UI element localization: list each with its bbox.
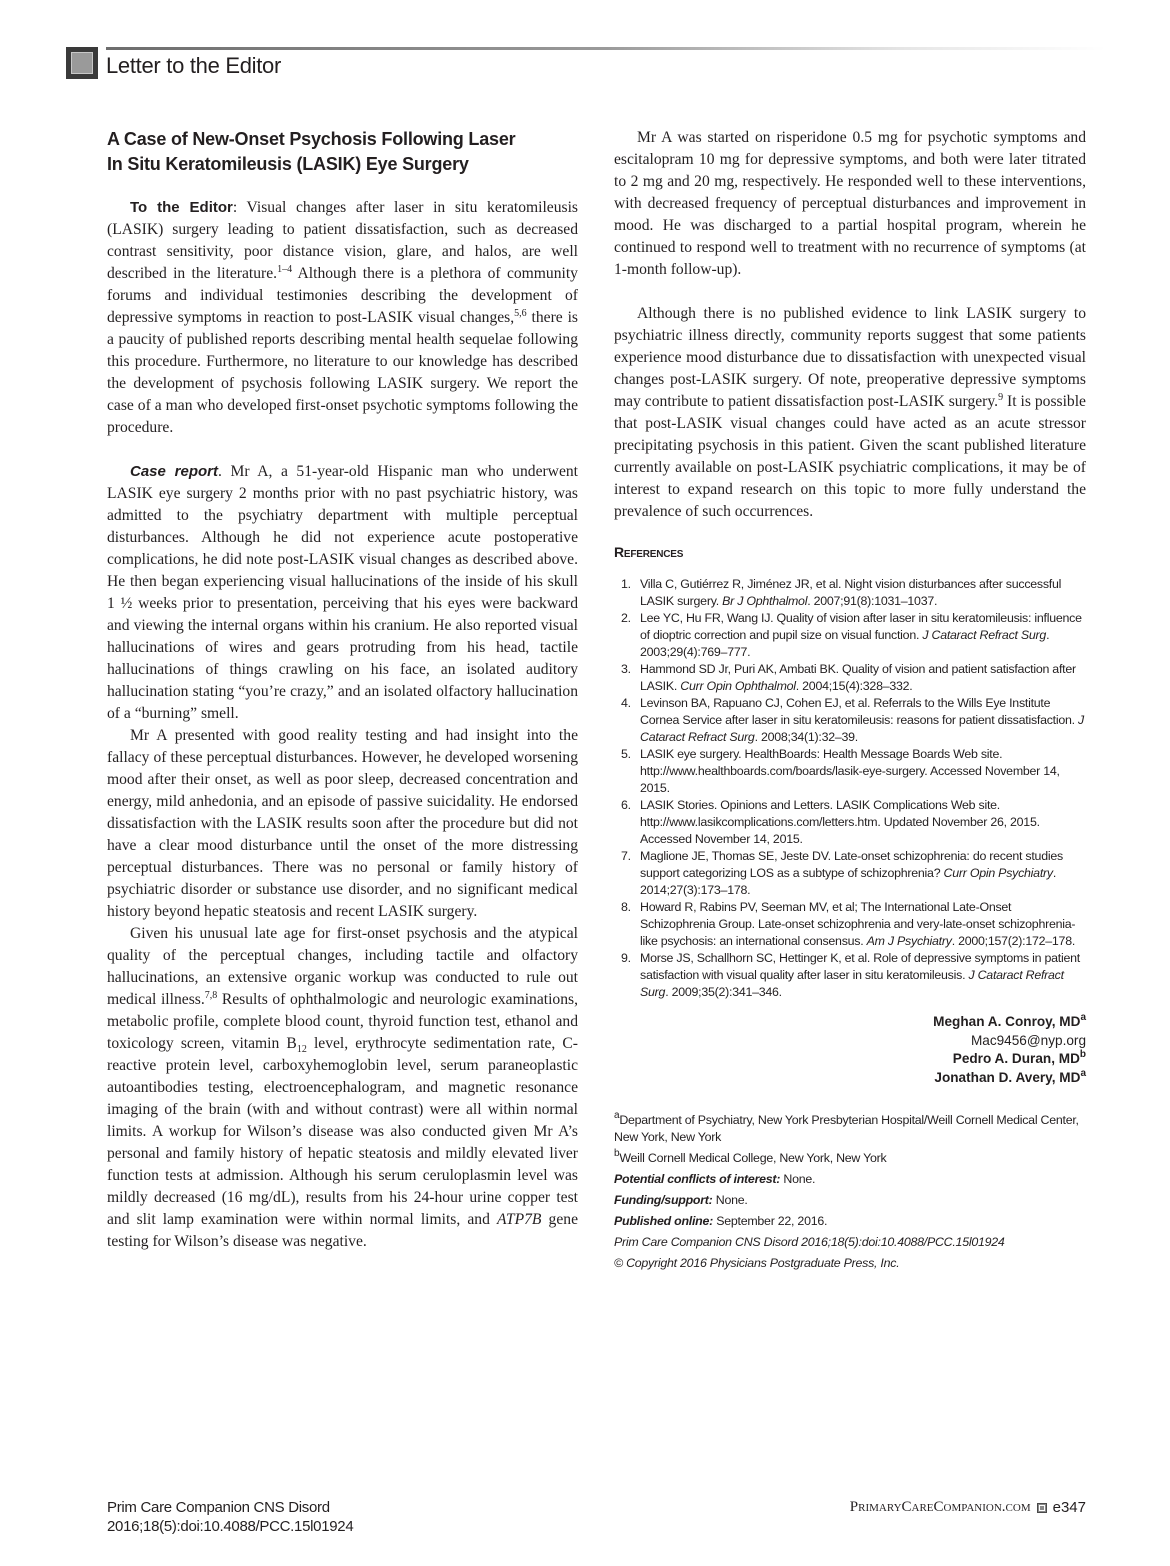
reference-item: 4. Levinson BA, Rapuano CJ, Cohen EJ, et al. Referrals to the Wills Eye Institute Cornea Service after laser in situ keratomileusis: reasons for patient dissatisfaction. J Cataract Refract Surg. 2008;34(1):32–39. [621,696,1084,744]
author-block [614,1013,1086,1087]
affiliation-b: $^b$Weill Cornell Medical College, New York, New York [614,1148,887,1165]
footer-journal [107,1498,353,1536]
reference-item: 5. LASIK eye surgery. HealthBoards: Health Message Boards Web site. http://www.healthboards.com/boards/lasik-eye-surgery. Accessed November 14, 2015. [621,747,1060,795]
footer-square-icon [1037,1503,1047,1513]
author-name: Meghan A. Conroy, $MD^a$ [933,1012,1086,1029]
reference-item: 7. Maglione JE, Thomas SE, Jeste DV. Late-onset schizophrenia: do recent studies support categorizing LOS as a subtype of schizophrenia? Curr Opin Psychiatry. 2014;27(3):173–178. [621,849,1063,897]
citation-sup: 1–4 [277,264,293,275]
footer-site-link[interactable]: PrimaryCareCompanion.com [849,1499,1031,1515]
section-title: Letter to the Editor [106,53,281,78]
intro-leadin: To the Editor [130,199,233,216]
citation-sup: 9 [998,392,1004,403]
article-title-line1: A Case of New-Onset Psychosis Following Laser [107,129,516,149]
footer-journal-line1: Prim Care Companion CNS Disord [107,1499,330,1516]
affiliation-a: $^a$Department of Psychiatry, New York Presbyterian Hospital/Weill Cornell Medical Center, New York, New York [614,1110,1079,1144]
affiliations-block [614,1112,1086,1272]
page-number: e347 [1052,1499,1086,1516]
footer-journal-line2: 2016;18(5):doi:10.4088/PCC.15l01924 [107,1518,354,1535]
section-square-inner [71,52,93,74]
author-name: Jonathan D. Avery, $MD^a$ [934,1067,1086,1085]
citation-sup: 5,6 [514,308,527,319]
conflicts-statement: Potential conflicts of interest: None. [614,1172,816,1186]
article-title-line2: In Situ Keratomileusis (LASIK) Eye Surgery [107,154,469,174]
reference-item: 1. Villa C, Gutiérrez R, Jiménez JR, et al. Night vision disturbances after successful LASIK surgery. Br J Ophthalmol. 2007;91(8):1031–1037. [621,577,1062,608]
intro-paragraph: To the Editor: Visual changes after laser in situ keratomileusis (LASIK) surgery leading to patient dissatisfaction, such as decreased contrast sensitivity, poor distance vision, glare, and halos, are well described in the literature.$^{1-4}$ Although there is a plethora of community forums and individual testimonies describing the development of depressive symptoms in reaction to post-LASIK visual changes,$^{5,6}$ there is a paucity of published reports describing mental health sequelae following this procedure. Furthermore, no literature to our knowledge has described the development of psychosis following LASIK surgery. We report the case of a man who developed first-onset psychotic symptoms following the procedure. [107,199,578,436]
presentation-paragraph: Mr A presented with good reality testing and had insight into the fallacy of these perceptual disturbances. However, he developed worsening mood after their onset, as well as poor sleep, decreased concentration and energy, mild anhedonia, and an episode of passive suicidality. He endorsed dissatisfaction with the LASIK results soon after the procedure but did not have a clear mood disturbance until the onset of the more distressing perceptual disturbances. There was no personal or family history of psychiatric disorder or substance use disorder, and no significant medical history beyond hepatic steatosis and recent LASIK surgery. [107,727,578,920]
header-rule [106,47,1106,50]
author-email[interactable]: Mac9456@nyp.org [970,1032,1086,1048]
reference-item: 3. Hammond SD Jr, Puri AK, Ambati BK. Quality of vision and patient satisfaction after LASIK. Curr Opin Ophthalmol. 2004;15(4):328–332. [621,662,1076,693]
section-square-icon [66,47,98,79]
subscript: 12 [296,1044,307,1056]
citation-line: Prim Care Companion CNS Disord 2016;18(5):doi:10.4088/PCC.15l01924 [614,1235,1005,1249]
references-heading: References [614,544,684,560]
funding-statement: Funding/support: None. [614,1193,748,1207]
workup-paragraph: Given his unusual late age for first-onset psychosis and the atypical quality of the perceptual changes, including tactile and olfactory hallucinations, an extensive organic workup was conducted to rule out medical illness.$^{7,8}$ Results of ophthalmologic and neurologic examinations, metabolic profile, complete blood count, thyroid function test, ethanol and toxicology screen, vitamin $B_{12}$ level, erythrocyte sedimentation rate, C-reactive protein level, carboxyhemoglobin level, serum paraneoplastic autoantibodies testing, electroencephalogram, and magnetic resonance imaging of the brain (with and without contrast) were all within normal limits. A workup for Wilson’s disease was also conducted given Mr A’s personal and family history of hepatic steatosis and mildly elevated liver function tests at admission. Although his serum ceruloplasmin level was mildly decreased (16 mg/dL), results from his 24-hour urine copper test and slit lamp examination were within normal limits, and ATP7B gene testing for Wilson’s disease was negative. [107,925,578,1250]
published-statement: Published online: September 22, 2016. [614,1214,828,1228]
reference-item: 8. Howard R, Rabins PV, Seeman MV, et al; The International Late-Onset Schizophrenia Group. Late-onset schizophrenia and very-late-onset schizophrenia-like psychosis: an international consensus. Am J Psychiatry. 2000;157(2):172–178. [621,900,1076,948]
case-report-leadin: Case report [130,463,219,480]
copyright-line: © Copyright 2016 Physicians Postgraduate Press, Inc. [614,1256,900,1270]
footer-site-block [850,1498,1086,1517]
discussion-paragraph: Although there is no published evidence to link LASIK surgery to psychiatric illness directly, community reports suggest that some patients experience mood disturbance due to dissatisfaction with unexpected visual changes post-LASIK surgery. Of note, preoperative depressive symptoms may contribute to patient dissatisfaction post-LASIK surgery.$^9$ It is possible that post-LASIK visual changes could have acted as an acute stressor precipitating psychosis in this patient. Given the scant published literature currently available on post-LASIK psychiatric complications, it may be of interest to expand research on this topic to more fully understand the prevalence of such occurrences. [614,305,1086,520]
author-name: Pedro A. Duran, $MD^b$ [952,1049,1086,1066]
right-column [614,127,1086,1276]
references-list [614,576,1086,1001]
case-report-paragraph: Case report. Mr A, a 51-year-old Hispanic man who underwent LASIK eye surgery 2 months prior with no past psychiatric history, was admitted to the psychiatry department with multiple perceptual disturbances. Although he did not experience acute postoperative complications, he did note post-LASIK visual changes as described above. He then began experiencing visual hallucinations of the inside of his skull 1 ½ weeks prior to presentation, perceiving that his eyes were backward and viewing the internal organs within his cranium. He also reported visual hallucinations of wires and gears protruding from his head, tactile hallucinations of things crawling on his face, an isolated auditory hallucination stating “you’re crazy,” and an isolated olfactory hallucination of a “burning” smell. [107,463,578,722]
article-title [107,127,578,177]
reference-item: 9. Morse JS, Schallhorn SC, Hettinger K, et al. Role of depressive symptoms in patient satisfaction with visual quality after laser in situ keratomileusis. J Cataract Refract Surg. 2009;35(2):341–346. [621,951,1080,999]
treatment-paragraph: Mr A was started on risperidone 0.5 mg for psychotic symptoms and escitalopram 10 mg for depressive symptoms, and both were later titrated to 2 mg and 20 mg, respectively. He responded well to these interventions, with decreased frequency of perceptual disturbances and improvement in mood. He was discharged to a partial hospital program, wherein he continued to respond well to treatment with no recurrence of symptoms (at 1-month follow-up). [614,129,1086,278]
reference-item: 2. Lee YC, Hu FR, Wang IJ. Quality of vision after laser in situ keratomileusis: influence of dioptric correction and pupil size on visual function. J Cataract Refract Surg. 2003;29(4):769–777. [621,611,1082,659]
reference-item: 6. LASIK Stories. Opinions and Letters. LASIK Complications Web site. http://www.lasikcomplications.com/letters.htm. Updated November 26, 2015. Accessed November 14, 2015. [621,798,1040,846]
gene-name: ATP7B [496,1211,542,1228]
left-column [107,127,578,1253]
citation-sup: 7,8 [204,990,218,1001]
